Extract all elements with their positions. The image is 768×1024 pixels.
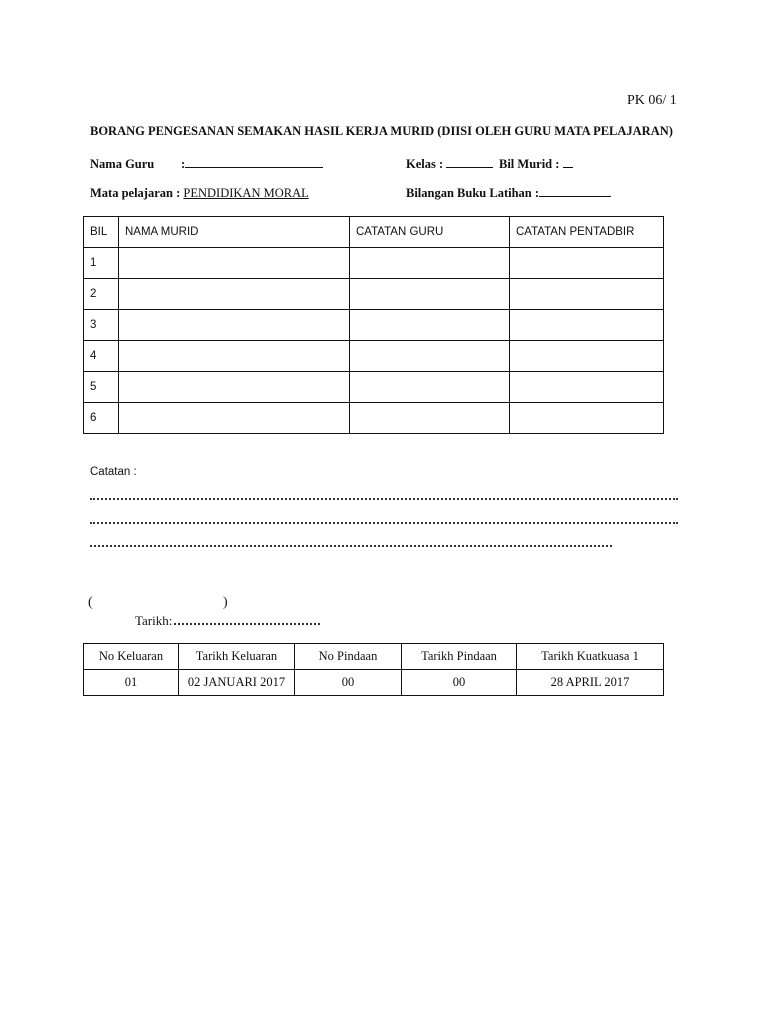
header-bil: BIL [84, 217, 119, 248]
nama-guru-blank[interactable] [185, 167, 323, 168]
header-tarikh-kuatkuasa: Tarikh Kuatkuasa 1 [517, 644, 664, 670]
header-nama-murid: NAMA MURID [119, 217, 350, 248]
student-table [83, 216, 664, 434]
issue-table-header [84, 644, 664, 670]
catatan-guru-cell[interactable] [350, 279, 510, 310]
mata-pelajaran-label: Mata pelajaran : [90, 186, 181, 200]
header-no-pindaan: No Pindaan [295, 644, 402, 670]
bilangan-buku-label: Bilangan Buku Latihan : [406, 186, 540, 200]
nama-murid-cell[interactable] [119, 403, 350, 434]
no-pindaan-value: 00 [295, 670, 402, 696]
mata-pelajaran-field [90, 186, 309, 201]
nama-murid-cell[interactable] [119, 310, 350, 341]
tarikh-kuatkuasa-value: 28 APRIL 2017 [517, 670, 664, 696]
nama-murid-cell[interactable] [119, 372, 350, 403]
nama-murid-cell[interactable] [119, 279, 350, 310]
header-tarikh-pindaan: Tarikh Pindaan [402, 644, 517, 670]
catatan-guru-cell[interactable] [350, 403, 510, 434]
document-code: PK 06/ 1 [627, 93, 677, 108]
notes-label: Catatan : [90, 466, 137, 478]
header-catatan-pentadbir: CATATAN PENTADBIR [510, 217, 664, 248]
notes-line-2[interactable] [90, 522, 678, 524]
nama-guru-label: Nama Guru [90, 157, 155, 171]
no-keluaran-value: 01 [84, 670, 179, 696]
catatan-pentadbir-cell[interactable] [510, 279, 664, 310]
catatan-pentadbir-cell[interactable] [510, 248, 664, 279]
bil-murid-label: Bil Murid : [499, 157, 560, 171]
notes-line-1[interactable] [90, 498, 678, 500]
row-number: 5 [84, 372, 119, 403]
row-number: 1 [84, 248, 119, 279]
nama-murid-cell[interactable] [119, 248, 350, 279]
table-row [84, 403, 664, 434]
form-title: BORANG PENGESANAN SEMAKAN HASIL KERJA MURID (DIISI OLEH GURU MATA PELAJARAN) [90, 124, 673, 138]
tarikh-field[interactable] [135, 613, 320, 629]
row-number: 6 [84, 403, 119, 434]
nama-guru-field[interactable] [181, 157, 323, 172]
catatan-guru-cell[interactable] [350, 248, 510, 279]
issue-table [83, 643, 664, 696]
kelas-blank[interactable] [446, 167, 493, 168]
tarikh-pindaan-value: 00 [402, 670, 517, 696]
catatan-guru-cell[interactable] [350, 341, 510, 372]
kelas-label: Kelas : [406, 157, 444, 171]
bilangan-buku-blank[interactable] [539, 196, 611, 197]
catatan-pentadbir-cell[interactable] [510, 403, 664, 434]
bilangan-buku-field[interactable] [406, 186, 611, 201]
signature-open-bracket: ( [88, 595, 93, 610]
table-row [84, 341, 664, 372]
table-row [84, 279, 664, 310]
table-row [84, 310, 664, 341]
nama-guru-colon: : [181, 157, 186, 171]
nama-murid-cell[interactable] [119, 341, 350, 372]
header-tarikh-keluaran: Tarikh Keluaran [179, 644, 295, 670]
student-table-header [84, 217, 664, 248]
header-no-keluaran: No Keluaran [84, 644, 179, 670]
row-number: 4 [84, 341, 119, 372]
catatan-guru-cell[interactable] [350, 372, 510, 403]
catatan-pentadbir-cell[interactable] [510, 310, 664, 341]
signature-close-bracket: ) [223, 595, 228, 610]
catatan-pentadbir-cell[interactable] [510, 372, 664, 403]
row-number: 3 [84, 310, 119, 341]
bil-murid-field[interactable] [499, 157, 573, 172]
table-row [84, 372, 664, 403]
tarikh-blank[interactable] [174, 623, 320, 625]
header-catatan-guru: CATATAN GURU [350, 217, 510, 248]
table-row [84, 248, 664, 279]
kelas-field[interactable] [406, 157, 493, 172]
catatan-guru-cell[interactable] [350, 310, 510, 341]
table-row [84, 670, 664, 696]
notes-line-3[interactable] [90, 545, 612, 547]
catatan-pentadbir-cell[interactable] [510, 341, 664, 372]
tarikh-label: Tarikh: [135, 613, 173, 628]
tarikh-keluaran-value: 02 JANUARI 2017 [179, 670, 295, 696]
row-number: 2 [84, 279, 119, 310]
bil-murid-blank[interactable] [563, 167, 573, 168]
mata-pelajaran-value: PENDIDIKAN MORAL [183, 186, 309, 200]
